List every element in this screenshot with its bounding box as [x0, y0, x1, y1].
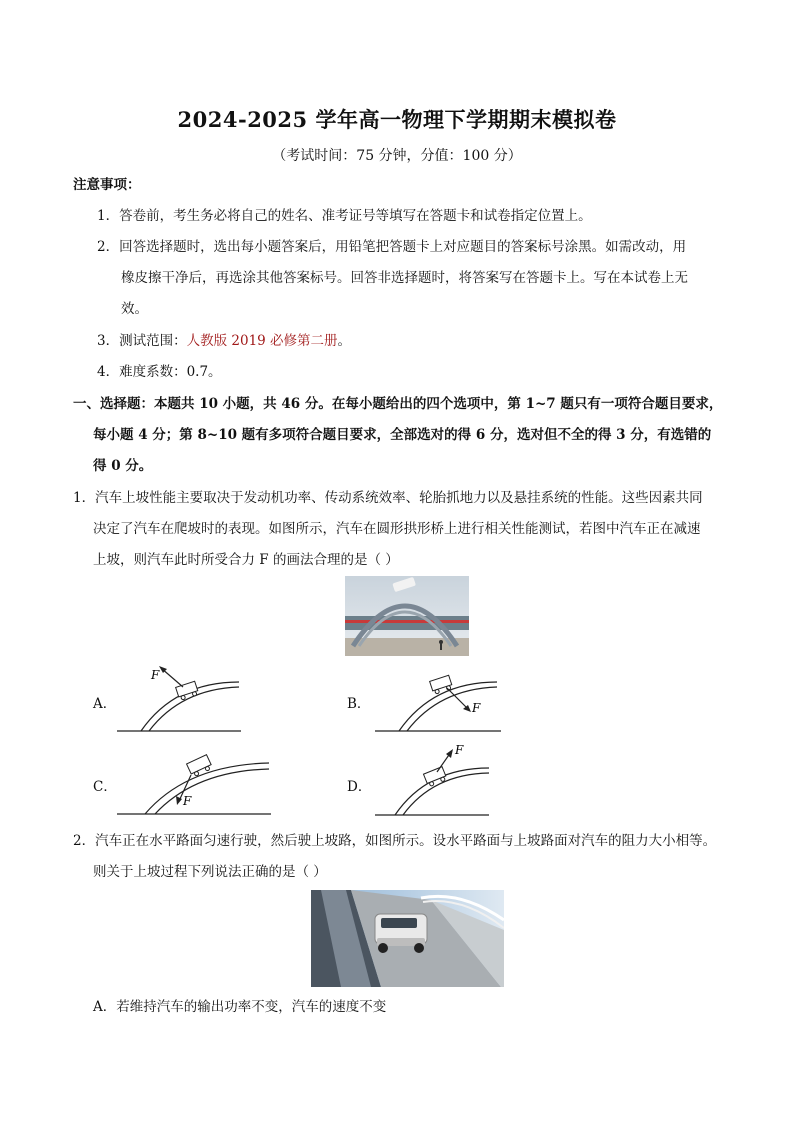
question-2-line-2: 则关于上坡过程下列说法正确的是（ ）: [93, 864, 327, 880]
note-item-2-line-3: 效。: [121, 301, 148, 317]
option-b-force-label: F: [472, 701, 481, 715]
option-a-diagram: [115, 660, 245, 734]
note-item-4: 4．难度系数：0.7。: [97, 364, 222, 380]
option-c-label: C．: [93, 779, 117, 795]
note-item-2-line-1: 2．回答选择题时，选出每小题答案后，用铅笔把答题卡上对应题目的答案标号涂黑。如需改动，用: [97, 239, 687, 255]
question-2-line-1: 2．汽车正在水平路面匀速行驶，然后驶上坡路，如图所示。设水平路面与上坡路面对汽车的阻力大小相等。: [73, 833, 717, 849]
option-b-label: B．: [347, 696, 371, 712]
question-1-line-2: 决定了汽车在爬坡时的表现。如图所示，汽车在圆形拱形桥上进行相关性能测试，若图中汽车正在减速: [93, 521, 701, 537]
note-item-3-prefix: 3．测试范围：: [97, 333, 187, 349]
section-1-line-3: 得 0 分。: [93, 458, 153, 474]
note-item-2-line-2: 橡皮擦干净后，再选涂其他答案标号。回答非选择题时，将答案写在答题卡上。写在本试卷上无: [121, 270, 688, 286]
arch-bridge-photo-drawing: [345, 576, 469, 656]
option-d-force-label: F: [455, 743, 464, 757]
note-item-3-suffix: 。: [337, 333, 352, 349]
section-1-line-1: 一、选择题：本题共 10 小题，共 46 分。在每小题给出的四个选项中，第 1~7 题只有一项符合题目要求，: [73, 396, 723, 412]
test-range: 人教版 2019 必修第二册: [186, 333, 338, 349]
page-title: 2024-2025 学年高一物理下学期期末模拟卷: [177, 107, 617, 132]
suv-ramp-photo-drawing: [311, 890, 504, 987]
option-a-label: A．: [93, 696, 117, 712]
option-d-label: D．: [347, 779, 372, 795]
note-item-3: [97, 331, 351, 351]
exam-info: （考试时间：75 分钟，分值：100 分）: [272, 148, 522, 164]
section-1-line-2: 每小题 4 分；第 8~10 题有多项符合题目要求，全部选对的得 6 分，选对但不全的得 3 分，有选错的: [93, 427, 712, 443]
suv-ramp-photo: [311, 890, 504, 987]
arch-bridge-photo: [345, 576, 469, 656]
question-2-option-a: A．若维持汽车的输出功率不变，汽车的速度不变: [93, 999, 387, 1015]
option-c-force-label: F: [183, 794, 192, 808]
note-item-1: 1．答卷前，考生务必将自己的姓名、准考证号等填写在答题卡和试卷指定位置上。: [97, 208, 592, 224]
option-a-force-label: F: [151, 668, 160, 682]
option-c-diagram: [115, 745, 275, 817]
question-1-line-3: 上坡，则汽车此时所受合力 F 的画法合理的是（ ）: [93, 552, 399, 568]
notes-heading: 注意事项：: [73, 177, 141, 193]
option-d-diagram: [373, 740, 503, 818]
option-b-diagram: [373, 660, 503, 734]
question-1-line-1: 1．汽车上坡性能主要取决于发动机功率、传动系统效率、轮胎抓地力以及悬挂系统的性能。这些因素共同: [73, 490, 703, 506]
